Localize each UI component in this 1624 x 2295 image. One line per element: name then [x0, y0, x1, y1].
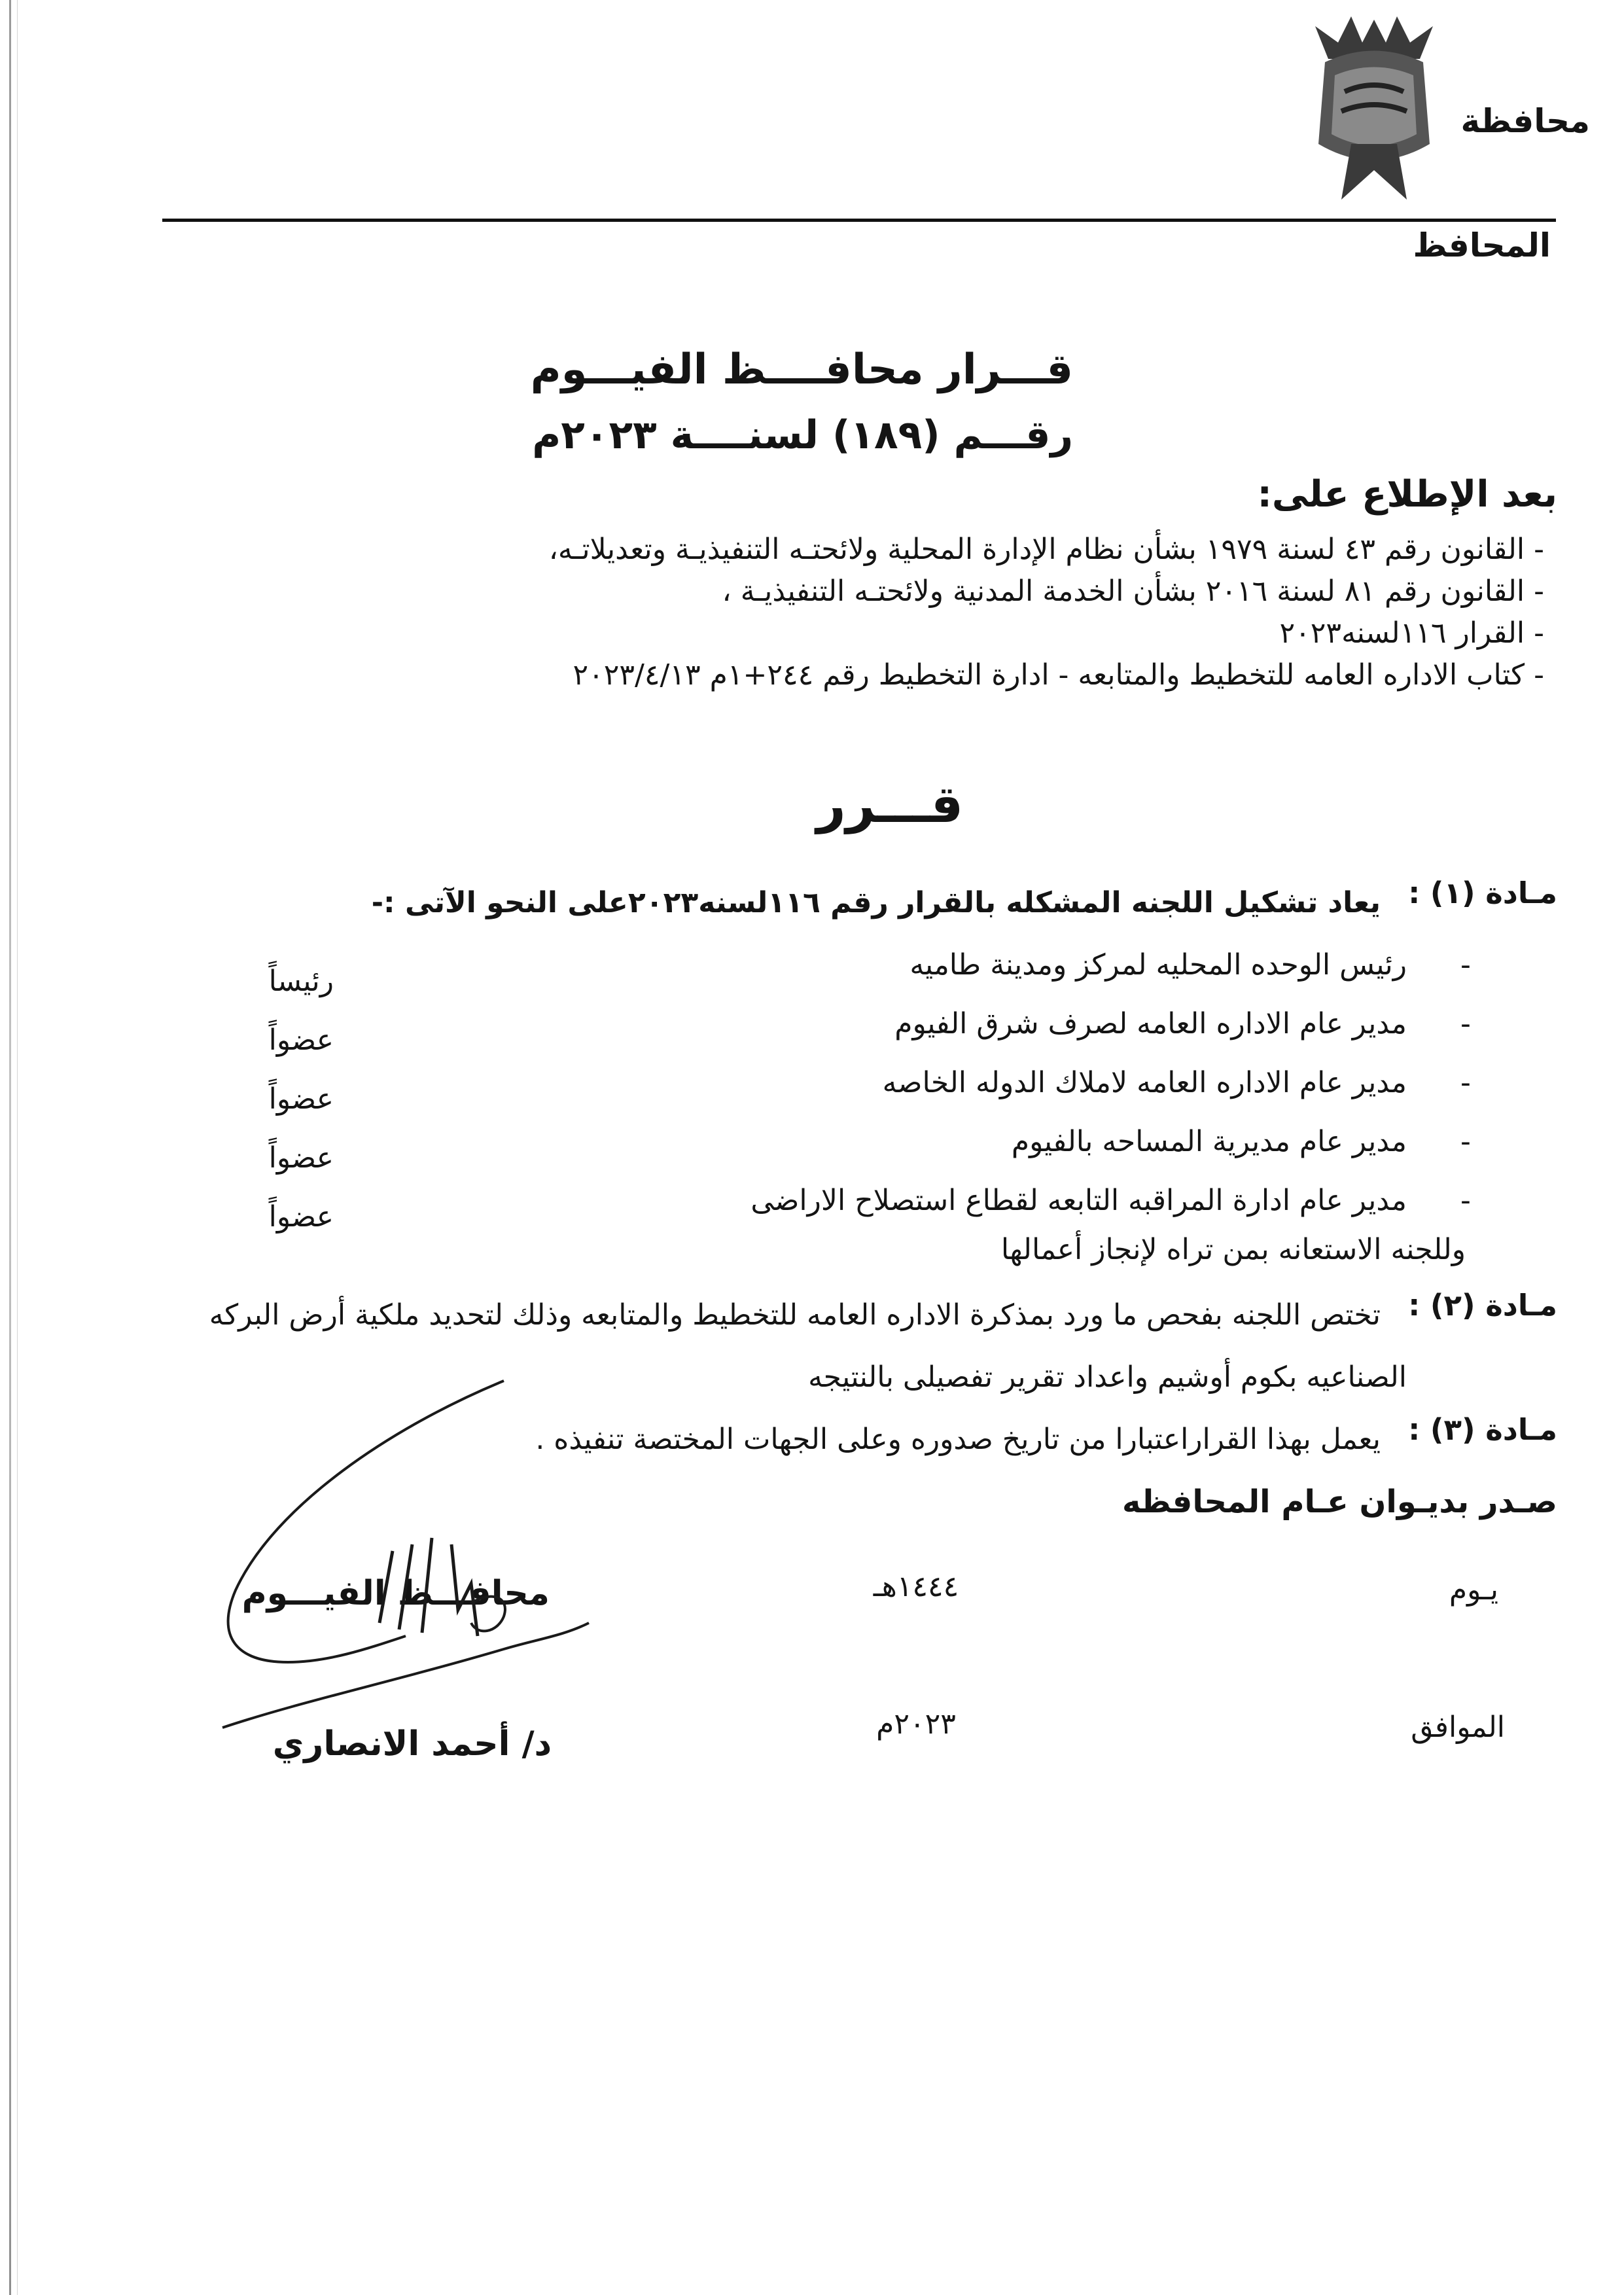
seal-caption: محافظة: [1460, 102, 1590, 140]
decree-title: قـــرار محافــــظ الفيـــوم: [530, 346, 1073, 394]
member-role: عضواً: [268, 1082, 334, 1116]
bullet-dash: -: [1460, 1066, 1471, 1099]
article-2-text-line2: الصناعيه بكوم أوشيم واعداد تقرير تفصيلى بالنتيجه: [808, 1361, 1407, 1394]
member-role: عضواً: [268, 1023, 334, 1057]
member-name: مدير عام الاداره العامه لاملاك الدوله الخاصه: [882, 1066, 1407, 1099]
article-2-text-line1: تختص اللجنه بفحص ما ورد بمذكرة الاداره العامه للتخطيط والمتابعه وذلك لتحديد ملكية أرض البركه: [209, 1298, 1381, 1332]
handwritten-signature: [196, 1374, 602, 1754]
committee-member: [183, 1060, 1485, 1119]
committee-member: [183, 1119, 1485, 1178]
bullet-dash: -: [1460, 948, 1471, 982]
article-1-label: مـادة (١) :: [1408, 876, 1557, 910]
member-role: عضواً: [268, 1141, 334, 1175]
article-3-label: مـادة (٣) :: [1408, 1412, 1557, 1447]
preamble-item: - القانون رقم ٤٣ لسنة ١٩٧٩ بشأن نظام الإدارة المحلية ولائحتـه التنفيذيـة وتعديلاتـه،: [548, 533, 1544, 566]
decree-number: رقـــم (١٨٩) لسنــــة ٢٠٢٣م: [532, 412, 1073, 458]
article-1-note: وللجنه الاستعانه بمن تراه لإنجاز أعمالها: [1000, 1233, 1466, 1266]
member-name: مدير عام ادارة المراقبه التابعه لقطاع استصلاح الاراضى: [750, 1184, 1407, 1217]
signatory-name: د/ أحمد الانصاري: [272, 1724, 552, 1764]
committee-member: [183, 1001, 1485, 1060]
signatory-title: محافـــظ الفيـــوم: [241, 1574, 550, 1613]
gregorian-year: ٢٠٢٣م: [876, 1707, 956, 1741]
committee-members: [183, 942, 1485, 1237]
member-role: رئيساً: [268, 965, 334, 998]
preamble-item: - القانون رقم ٨١ لسنة ٢٠١٦ بشأن الخدمة المدنية ولائحتـه التنفيذيـة ،: [722, 575, 1544, 608]
article-3-text: يعمل بهذا القراراعتبارا من تاريخ صدوره وعلى الجهات المختصة تنفيذه .: [535, 1423, 1381, 1456]
preamble-heading: بعد الإطلاع على:: [1257, 473, 1557, 516]
member-name: رئيس الوحده المحليه لمركز ومدينة طاميه: [909, 948, 1407, 982]
day-label: يـوم: [1449, 1573, 1498, 1607]
article-1-text: يعاد تشكيل اللجنه المشكله بالقرار رقم ١١٦لسنه٢٠٢٣على النحو الآتى :-: [371, 886, 1381, 919]
committee-member: [183, 942, 1485, 1001]
office-heading: المحافظ: [1413, 226, 1551, 264]
hijri-year: ١٤٤٤هـ: [873, 1570, 959, 1603]
header-rule: [162, 219, 1556, 222]
bullet-dash: -: [1460, 1125, 1471, 1158]
bullet-dash: -: [1460, 1184, 1471, 1217]
preamble-list: [301, 529, 1544, 696]
scan-edge-line: [17, 0, 18, 2295]
issued-statement: صـدر بديـوان عـام المحافظه: [1122, 1484, 1557, 1520]
preamble-item: - كتاب الاداره العامه للتخطيط والمتابعه - ادارة التخطيط رقم ٢٤٤+١م ٢٠٢٣/٤/١٣: [573, 658, 1544, 692]
preamble-item: - القرار ١١٦لسنه٢٠٢٣: [1279, 616, 1544, 650]
corresponding-label: الموافق: [1411, 1711, 1505, 1744]
article-2-label: مـادة (٢) :: [1408, 1288, 1557, 1323]
scan-edge-shadow: [9, 0, 11, 2295]
member-role: عضواً: [268, 1200, 334, 1234]
member-name: مدير عام الاداره العامه لصرف شرق الفيوم: [894, 1007, 1407, 1041]
decided-heading: قـــرر: [816, 775, 964, 834]
bullet-dash: -: [1460, 1007, 1471, 1041]
member-name: مدير عام مديرية المساحه بالفيوم: [1011, 1125, 1407, 1158]
